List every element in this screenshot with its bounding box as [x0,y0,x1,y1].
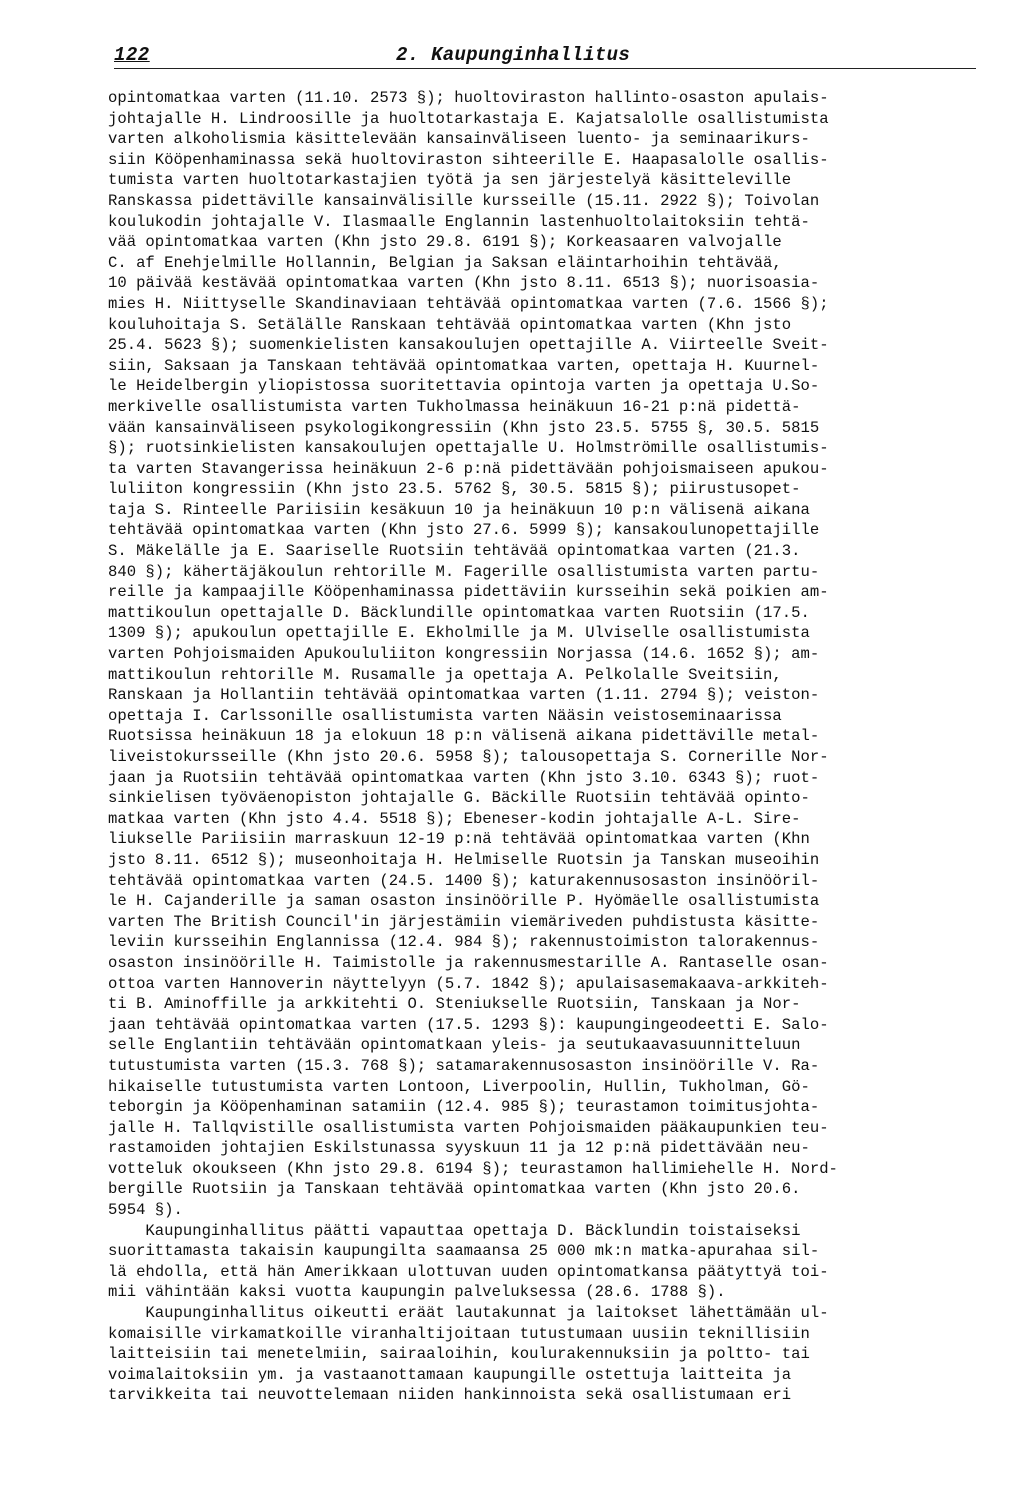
text-line: kouluhoitaja S. Setälälle Ranskaan tehtävää opintomatkaa varten (Khn jsto [108,315,792,334]
text-line: mies H. Niittyselle Skandinaviaan tehtävää opintomatkaa varten (7.6. 1566 §); [108,294,829,313]
text-line: 840 §); kähertäjäkoulun rehtorille M. Fagerille osallistumista varten partu- [108,562,820,581]
text-line: opintomatkaa varten (11.10. 2573 §); huoltoviraston hallinto-osaston apulais- [108,89,829,107]
text-line: tehtävää opintomatkaa varten (Khn jsto 27.6. 5999 §); kansakoulunopettajille [108,521,820,540]
page-header [114,44,974,74]
text-line: johtajalle H. Lindroosille ja huoltotarkastaja E. Kajatsalolle osallistumista [108,109,829,128]
text-line: S. Mäkelälle ja E. Saariselle Ruotsiin tehtävää opintomatkaa varten (21.3. [108,542,801,561]
text-line: merkivelle osallistumista varten Tukholmassa heinäkuun 16-21 p:nä pidettä- [108,397,801,416]
text-line: tehtävää opintomatkaa varten (24.5. 1400 §); katurakennusosaston insinööril- [108,871,820,890]
text-line: Ruotsissa heinäkuun 18 ja elokuun 18 p:n välisenä aikana pidettäville metal- [108,727,820,746]
text-line: mattikoulun opettajalle D. Bäcklundille opintomatkaa varten Ruotsiin (17.5. [108,603,810,622]
text-line: Kaupunginhallitus päätti vapauttaa opettaja D. Bäcklundin toistaiseksi [108,1221,801,1240]
text-line: tumista varten huoltotarkastajien työtä ja sen järjestelyä käsitteleville [108,171,792,190]
text-line: le H. Cajanderille ja saman osaston insinöörille P. Hyömäelle osallistumista [108,892,820,911]
text-line: ta varten Stavangerissa heinäkuun 2-6 p:nä pidettävään pohjoismaiseen apukou- [108,459,829,478]
text-line: laitteisiin tai menetelmiin, sairaaloihin, koulurakennuksiin ja poltto- tai [108,1345,810,1364]
text-line: mii vähintään kaksi vuotta kaupungin palveluksessa (28.6. 1788 §). [108,1283,726,1302]
text-line: rastamoiden johtajien Eskilstunassa syyskuun 11 ja 12 p:nä pidettävään neu- [108,1139,810,1158]
text-line: Ranskaan ja Hollantiin tehtävää opintomatkaa varten (1.11. 2794 §); veiston- [108,686,820,705]
text-line: suorittamasta takaisin kaupungilta saamaansa 25 000 mk:n matka-apurahaa sil- [108,1242,820,1261]
text-line: taja S. Rinteelle Pariisiin kesäkuun 10 ja heinäkuun 10 p:n välisenä aikana [108,500,810,519]
running-head: 2. Kaupunginhallitus [396,44,631,66]
text-line: C. af Enehjelmille Hollannin, Belgian ja Saksan eläintarhoihin tehtävää, [108,253,782,272]
text-line: vää opintomatkaa varten (Khn jsto 29.8. 6191 §); Korkeasaaren valvojalle [108,233,782,252]
text-line: 1309 §); apukoulun opettajille E. Ekholmille ja M. Ulviselle osallistumista [108,624,810,643]
text-line: ottoa varten Hannoverin näyttelyyn (5.7. 1842 §); apulaisasemakaava-arkkiteh- [108,974,829,993]
text-line: opettaja I. Carlssonille osallistumista varten Nääsin veistoseminaarissa [108,706,782,725]
text-line: vään kansainväliseen psykologikongressiin (Khn jsto 23.5. 5755 §, 30.5. 5815 [108,418,820,437]
text-line: teborgin ja Kööpenhaminan satamiin (12.4. 985 §); teurastamon toimitusjohta- [108,1098,820,1117]
text-line: 5954 §). [108,1201,183,1220]
text-line: jsto 8.11. 6512 §); museonhoitaja H. Helmiselle Ruotsin ja Tanskan museoihin [108,850,820,869]
text-line: tarvikkeita tai neuvottelemaan niiden hankinnoista sekä osallistumaan eri [108,1386,792,1405]
body-text [108,88,978,1406]
text-line: mattikoulun rehtorille M. Rusamalle ja opettaja A. Pelkolalle Sveitsiin, [108,665,782,684]
text-line: siin Kööpenhaminassa sekä huoltoviraston sihteerille E. Haapasalolle osallis- [108,150,829,169]
text-line: Ranskassa pidettäville kansainvälisille kursseille (15.11. 2922 §); Toivolan [108,191,820,210]
text-line: matkaa varten (Khn jsto 4.4. 5518 §); Ebeneser-kodin johtajalle A-L. Sire- [108,809,801,828]
text-line: hikaiselle tutustumista varten Lontoon, Liverpoolin, Hullin, Tukholman, Gö- [108,1077,810,1096]
text-line: osaston insinöörille H. Taimistolle ja rakennusmestarille A. Rantaselle osan- [108,953,829,972]
text-line: voimalaitoksiin ym. ja vastaanottamaan kaupungille ostettuja laitteita ja [108,1365,792,1384]
text-line: 10 päivää kestävää opintomatkaa varten (Khn jsto 8.11. 6513 §); nuorisoasia- [108,274,820,293]
text-line: 25.4. 5623 §); suomenkielisten kansakoulujen opettajille A. Viirteelle Sveit- [108,336,829,355]
text-line: komaisille virkamatkoille viranhaltijoitaan tutustumaan uusiin teknillisiin [108,1324,810,1343]
text-line: votteluk okoukseen (Khn jsto 29.8. 6194 §); teurastamon hallimiehelle H. Nord- [108,1159,838,1178]
text-line: liveistokursseille (Khn jsto 20.6. 5958 §); talousopettaja S. Cornerille Nor- [108,748,829,766]
text-line: sinkielisen työväenopiston johtajalle G. Bäckille Ruotsiin tehtävää opinto- [108,789,810,808]
text-line: jalle H. Tallqvistille osallistumista varten Pohjoismaiden pääkaupunkien teu- [108,1118,829,1137]
page-number: 122 [114,44,150,66]
text-line: luliiton kongressiin (Khn jsto 23.5. 5762 §, 30.5. 5815 §); piirustusopet- [108,480,801,499]
text-line: selle Englantiin tehtävään opintomatkaan yleis- ja seutukaavasuunnitteluun [108,1036,801,1055]
text-line: jaan ja Ruotsiin tehtävää opintomatkaa varten (Khn jsto 3.10. 6343 §); ruot- [108,768,820,787]
text-line: siin, Saksaan ja Tanskaan tehtävää opintomatkaa varten, opettaja H. Kuurnel- [108,356,820,375]
text-line: le Heidelbergin yliopistossa suoritettavia opintoja varten ja opettaja U.So- [108,377,820,396]
text-line: §); ruotsinkielisten kansakoulujen opettajalle U. Holmströmille osallistumis- [108,439,829,458]
text-line: ti B. Aminoffille ja arkkitehti O. Steniukselle Ruotsiin, Tanskaan ja Nor- [108,995,801,1014]
text-line: koulukodin johtajalle V. Ilasmaalle Englannin lastenhuoltolaitoksiin tehtä- [108,212,810,231]
text-line: Kaupunginhallitus oikeutti eräät lautakunnat ja laitokset lähettämään ul- [108,1304,829,1323]
text-line: lä ehdolla, että hän Amerikkaan ulottuvan uuden opintomatkansa päätyttyä toi- [108,1262,829,1281]
text-line: varten Pohjoismaiden Apukoululiiton kongressiin Norjassa (14.6. 1652 §); am- [108,645,820,664]
text-line: liukselle Pariisiin marraskuun 12-19 p:nä tehtävää opintomatkaa varten (Khn [108,830,810,849]
text-line: varten The British Council'in järjestämiin viemäriveden puhdistusta käsitte- [108,912,820,931]
text-line: leviin kursseihin Englannissa (12.4. 984 §); rakennustoimiston talorakennus- [108,933,820,952]
text-line: bergille Ruotsiin ja Tanskaan tehtävää opintomatkaa varten (Khn jsto 20.6. [108,1180,801,1199]
header-rule [114,68,976,69]
text-line: jaan tehtävää opintomatkaa varten (17.5. 1293 §): kaupungingeodeetti E. Salo- [108,1015,829,1034]
text-line: tutustumista varten (15.3. 768 §); satamarakennusosaston insinöörille V. Ra- [108,1056,820,1075]
text-line: reille ja kampaajille Kööpenhaminassa pidettäviin kursseihin sekä poikien am- [108,583,829,602]
text-line: varten alkoholismia käsittelevään kansainväliseen luento- ja seminaarikurs- [108,130,810,149]
